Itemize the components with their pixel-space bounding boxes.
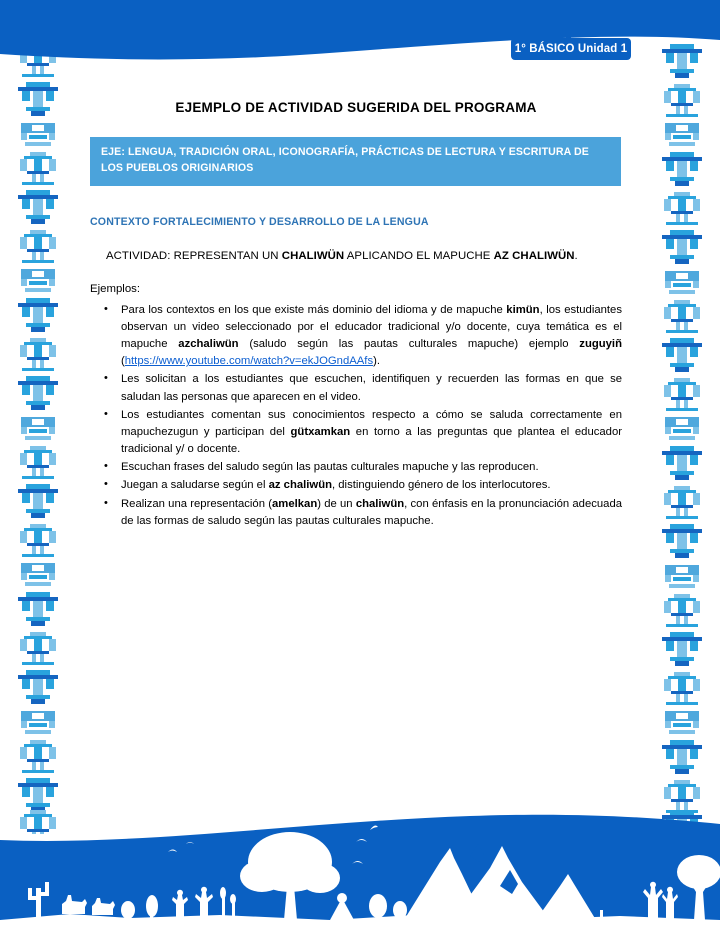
footer-landscape-illustration bbox=[0, 802, 720, 932]
left-border-pattern bbox=[12, 44, 64, 834]
activity-line bbox=[90, 250, 622, 262]
list-item-text: Les solicitan a los estudiantes que escuchen, identifiquen y recuerden las formas en que se saludan las personas que aparecen en el video. bbox=[121, 373, 622, 403]
eje-banner: EJE: LENGUA, TRADICIÓN ORAL, ICONOGRAFÍA, PRÁCTICAS DE LECTURA Y ESCRITURA DE LOS PUEBLOS ORIGINARIOS bbox=[90, 137, 621, 186]
mapuche-term: azchaliwün bbox=[178, 338, 239, 351]
document-body bbox=[90, 100, 622, 531]
list-item bbox=[90, 477, 622, 494]
list-item bbox=[90, 407, 622, 458]
activity-term-2: AZ CHALIWÜN bbox=[493, 249, 575, 262]
list-item-text: Para los contextos en los que existe más dominio del idioma y de mapuche bbox=[121, 303, 507, 316]
mapuche-term: az chaliwün bbox=[268, 479, 332, 492]
context-heading: CONTEXTO FORTALECIMIENTO Y DESARROLLO DE LA LENGUA bbox=[90, 215, 429, 228]
list-item-text: Escuchan frases del saludo según las pautas culturales mapuche y las reproducen. bbox=[121, 461, 539, 474]
mapuche-term: amelkan bbox=[272, 497, 318, 510]
list-item-text: ) de un bbox=[317, 497, 356, 510]
examples-list bbox=[90, 302, 622, 530]
activity-text-3: . bbox=[574, 249, 578, 262]
mapuche-term: zuguyiñ bbox=[579, 338, 622, 351]
activity-text-2: APLICANDO EL MAPUCHE bbox=[344, 249, 494, 262]
activity-label: ACTIVIDAD: bbox=[106, 249, 171, 262]
list-item-text: Realizan una representación ( bbox=[121, 497, 272, 510]
list-item-text: ). bbox=[373, 355, 381, 368]
unit-badge: 1° BÁSICO Unidad 1 bbox=[511, 38, 631, 60]
list-item-text: , los estudiantes observan un video seleccionado por el educador tradicional y/o docente, cuya temática es el mapuche bbox=[121, 303, 622, 351]
mapuche-term: gütxamkan bbox=[290, 425, 351, 438]
video-link[interactable]: https://www.youtube.com/watch?v=ekJOGndAAfs bbox=[124, 355, 374, 368]
page-title: EJEMPLO DE ACTIVIDAD SUGERIDA DEL PROGRAMA bbox=[175, 100, 537, 115]
mapuche-term: chaliwün bbox=[355, 497, 405, 510]
list-item bbox=[90, 459, 622, 476]
list-item-text: , distinguiendo género de los interlocutores. bbox=[332, 479, 551, 492]
list-item-text: en torno a las preguntas que plantea el educador tradicional y/ o docente. bbox=[121, 425, 622, 456]
list-item bbox=[90, 371, 622, 405]
list-item bbox=[90, 496, 622, 530]
list-item-text: , con énfasis en la pronunciación adecuada de las formas de saludo según las pautas culturales mapuche. bbox=[121, 497, 623, 527]
list-item bbox=[90, 302, 622, 371]
list-item-text: ( bbox=[121, 355, 125, 368]
activity-term-1: CHALIWÜN bbox=[281, 249, 345, 262]
list-item-text: Los estudiantes comentan sus conocimientos respecto a cómo se saluda correctamente en mapuchezugun y participan del bbox=[121, 408, 622, 438]
list-item-text: (saludo según las pautas culturales mapuche) ejemplo bbox=[238, 338, 580, 351]
right-border-pattern bbox=[656, 44, 708, 834]
mapuche-term: kimün bbox=[506, 303, 540, 316]
activity-text-1: REPRESENTAN UN bbox=[170, 249, 282, 262]
list-item-text: Juegan a saludarse según el bbox=[121, 479, 269, 492]
examples-label: Ejemplos: bbox=[90, 282, 141, 295]
